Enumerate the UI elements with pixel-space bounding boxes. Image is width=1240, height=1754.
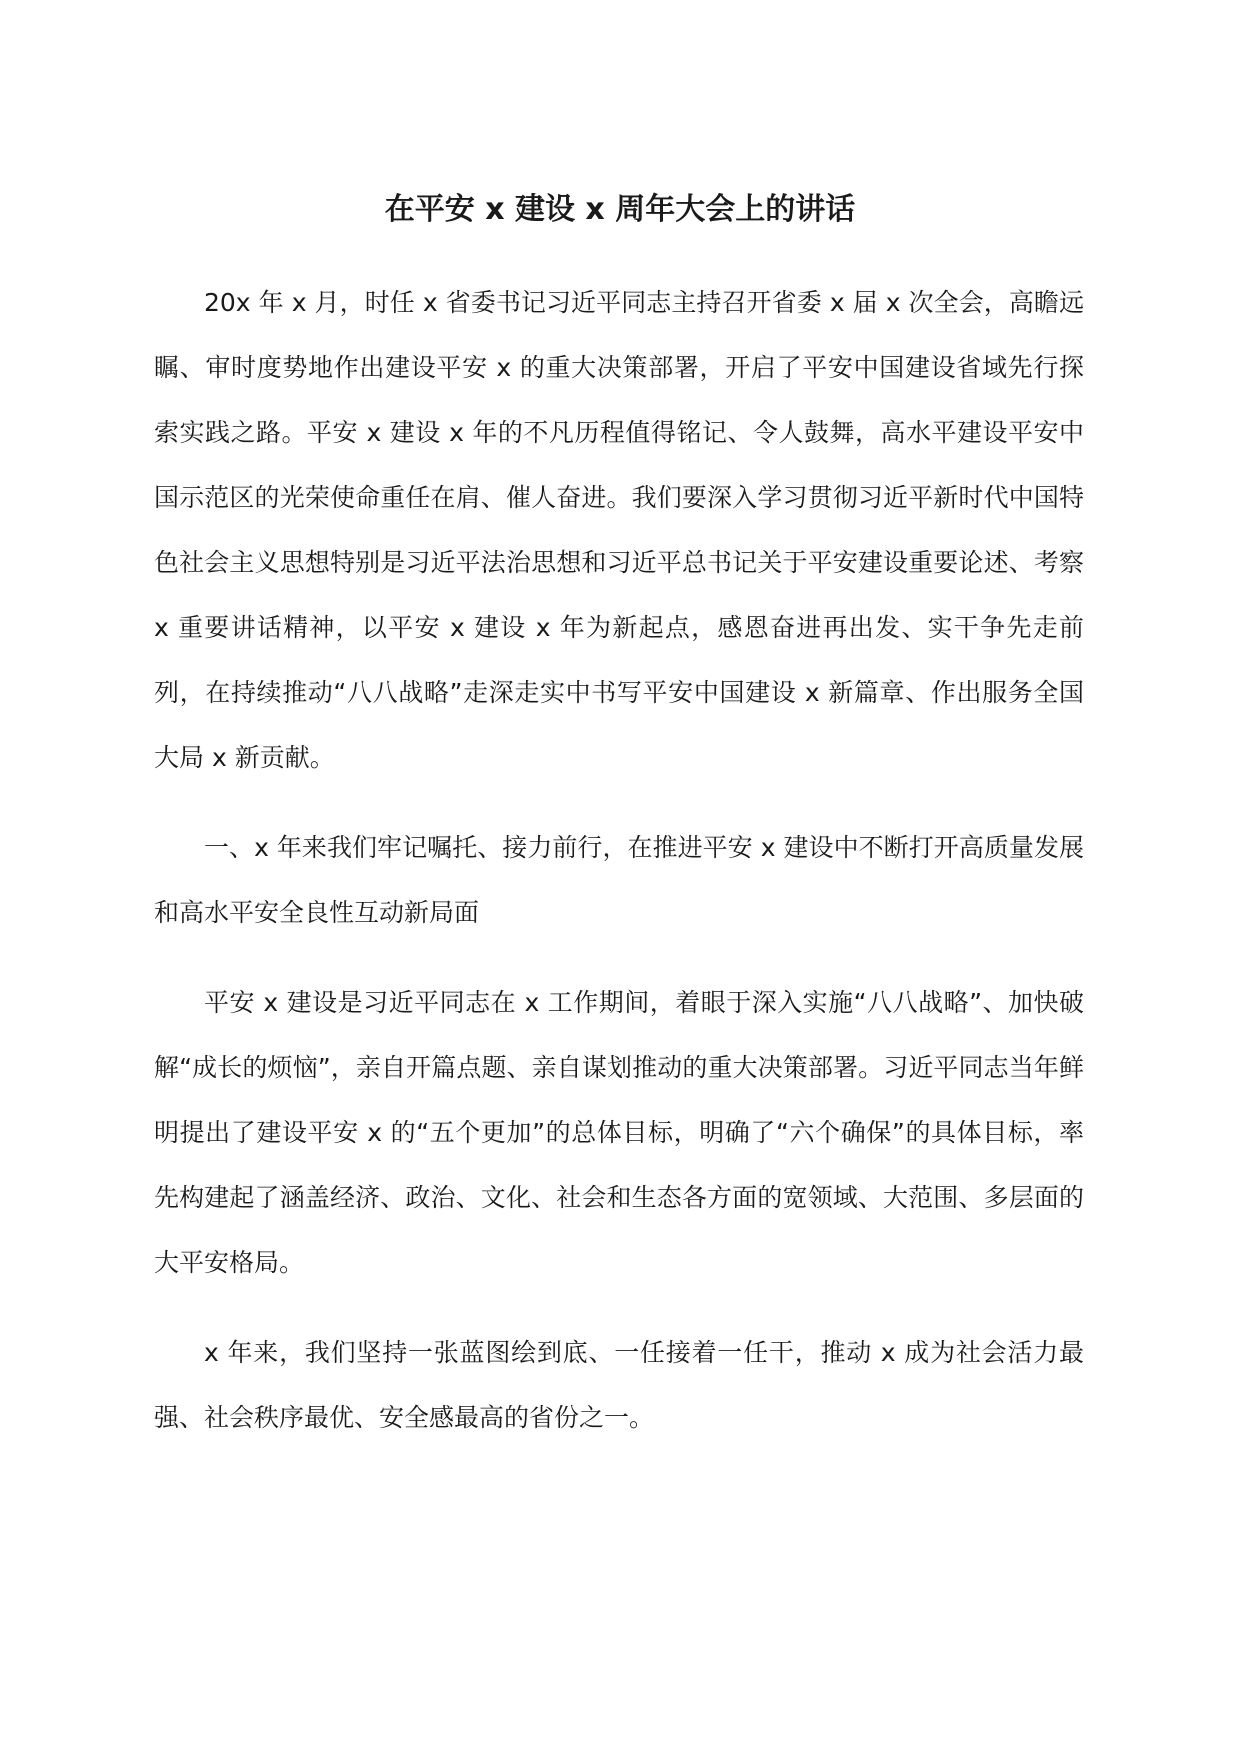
document-title: 在平安 x 建设 x 周年大会上的讲话	[384, 192, 856, 227]
paragraph-background: 平安 x 建设是习近平同志在 x 工作期间，着眼于深入实施“八八战略”、加快破解“成长的烦恼”，亲自开篇点题、亲自谋划推动的重大决策部署。习近平同志当年鲜明提出了建设平安 x 的“五个更加”的总体目标，明确了“六个确保”的具体目标，率先构建起了涵盖经济、政治、文化、社会和生态各方面的宽领域、大范围、多层面的大平安格局。	[154, 988, 1084, 1277]
section-heading-1: 一、x 年来我们牢记嘱托、接力前行，在推进平安 x 建设中不断打开高质量发展和高水平安全良性互动新局面	[154, 833, 1084, 927]
paragraph-achievements: x 年来，我们坚持一张蓝图绘到底、一任接着一任干，推动 x 成为社会活力最强、社会秩序最优、安全感最高的省份之一。	[154, 1338, 1084, 1432]
paragraph-intro: 20x 年 x 月，时任 x 省委书记习近平同志主持召开省委 x 届 x 次全会，高瞻远瞩、审时度势地作出建设平安 x 的重大决策部署，开启了平安中国建设省域先行探索实践之路。平安 x 建设 x 年的不凡历程值得铭记、令人鼓舞，高水平建设平安中国示范区的光荣使命重任在肩、催人奋进。我们要深入学习贯彻习近平新时代中国特色社会主义思想特别是习近平法治思想和习近平总书记关于平安建设重要论述、考察 x 重要讲话精神，以平安 x 建设 x 年为新起点，感恩奋进再出发、实干争先走前列，在持续推动“八八战略”走深走实中书写平安中国建设 x 新篇章、作出服务全国大局 x 新贡献。	[154, 288, 1084, 772]
